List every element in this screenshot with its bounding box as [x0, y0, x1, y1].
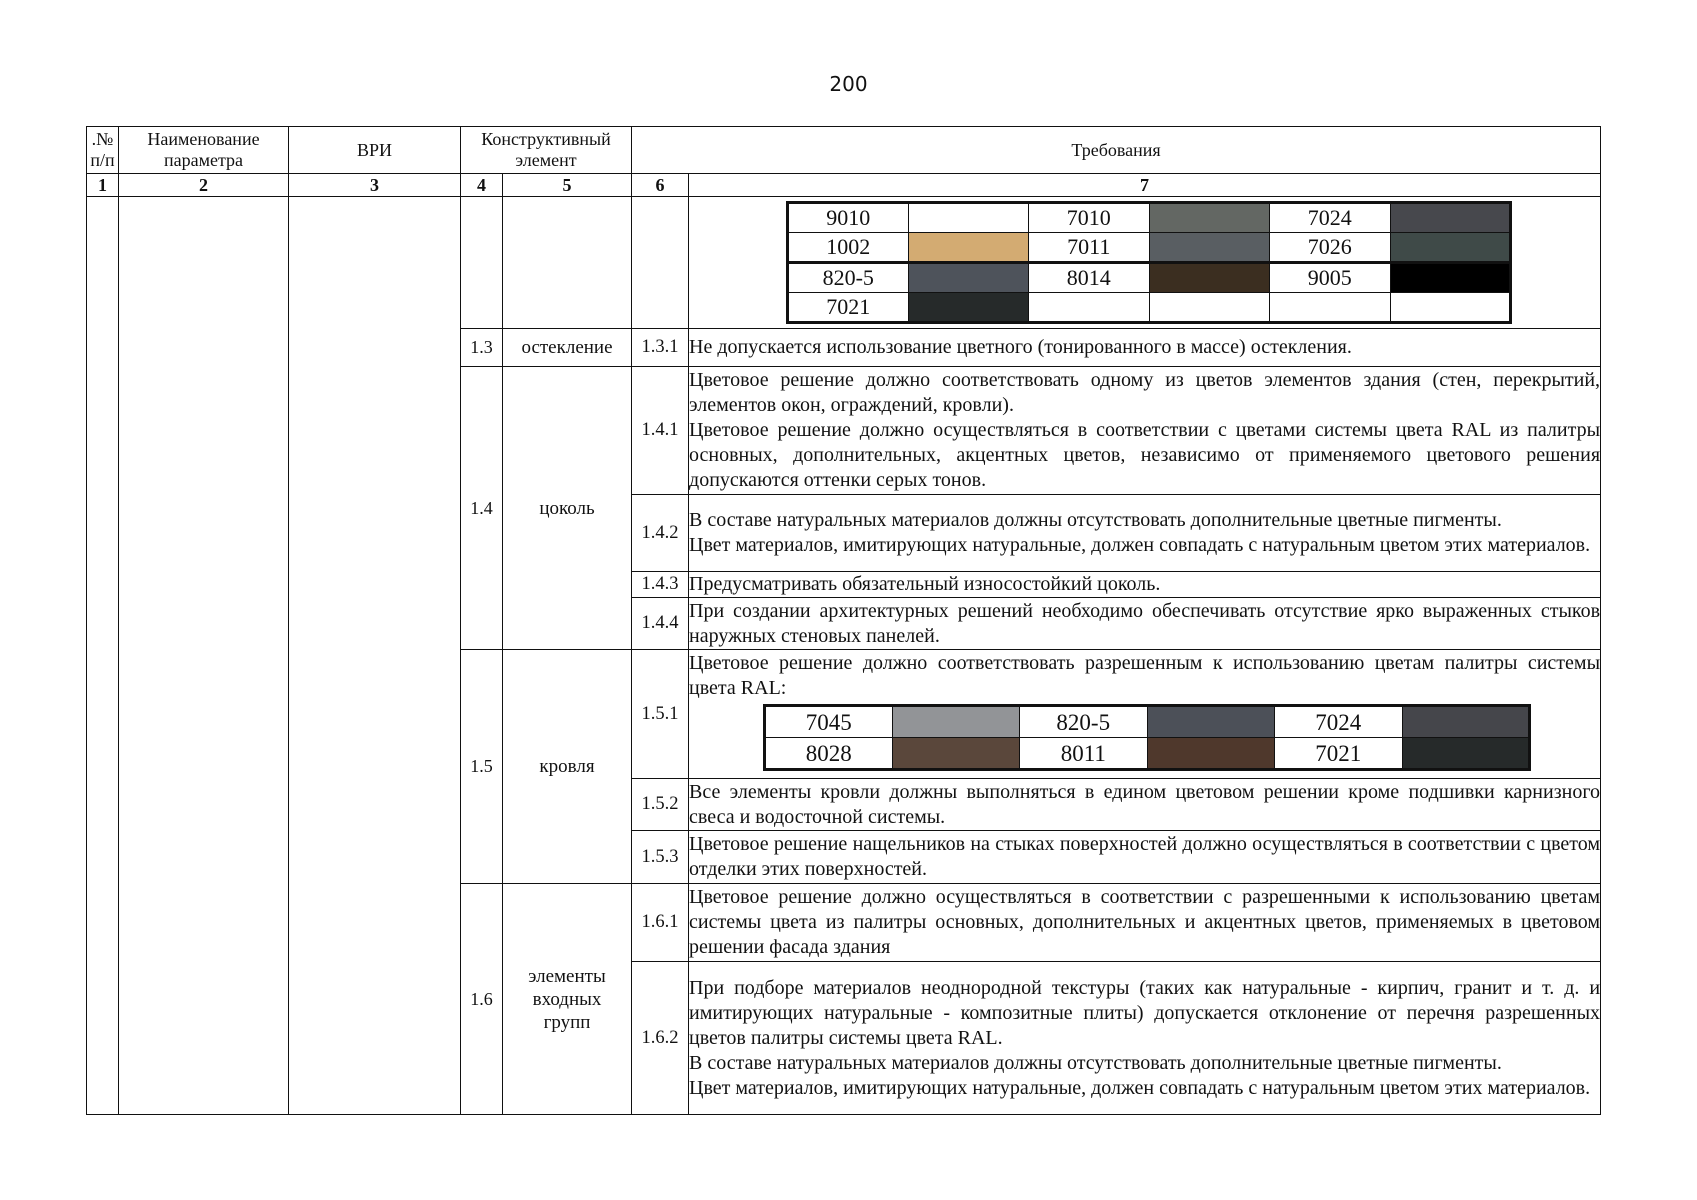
row-1-5-1-text — [689, 650, 1601, 779]
row-1-4-3-number: 1.4.3 — [632, 572, 689, 598]
row-1-6-2-paragraph-3: Цвет материалов, имитирующих натуральные, должен совпадать с натуральным цветом этих материалов. — [689, 1076, 1591, 1099]
cell-empty-1 — [87, 197, 119, 1115]
col-number-5: 5 — [503, 174, 632, 197]
row-1-5-1-paragraph: Цветовое решение должно соответствовать разрешенным к использованию цветам палитры системы цвета RAL: — [689, 652, 1601, 699]
row-1-4-2-paragraph-1: В составе натуральных материалов должны отсутствовать дополнительные цветные пигменты. — [689, 509, 1502, 531]
row-1-4-2-number: 1.4.2 — [632, 495, 689, 572]
row-1-4-4-text: При создании архитектурных решений необходимо обеспечивать отсутствие ярко выраженных стыков наружных стеновых панелей. — [689, 598, 1601, 650]
header-structural-element: Конструктивный элемент — [461, 127, 632, 174]
row-1-5-3-text: Цветовое решение нащельников на стыках поверхностей должно осуществляться в соответствии с цветом отделки этих поверхностей. — [689, 831, 1601, 884]
col-number-1: 1 — [87, 174, 119, 197]
row-1-4-1-number: 1.4.1 — [632, 367, 689, 495]
ral-palette-roof — [763, 704, 1531, 771]
col-number-4: 4 — [461, 174, 503, 197]
ral-code: 7010 — [1029, 203, 1150, 233]
cell-empty-2 — [119, 197, 289, 1115]
row-1-4-2-paragraph-2: Цвет материалов, имитирующих натуральные, должен совпадать с натуральным цветом этих материалов. — [689, 534, 1591, 556]
row-1-4-number: 1.4 — [461, 367, 503, 650]
ral-swatch — [1147, 706, 1275, 738]
row-1-6-2-number: 1.6.2 — [632, 962, 689, 1115]
cell-empty-4 — [461, 197, 503, 329]
ral-swatch — [1149, 203, 1270, 233]
row-1-6-label: элементы входных групп — [503, 884, 632, 1115]
ral-code — [1270, 293, 1391, 323]
row-1-6-number: 1.6 — [461, 884, 503, 1115]
ral-code: 7021 — [788, 293, 909, 323]
page-number: 200 — [829, 72, 868, 96]
ral-code: 7021 — [1275, 738, 1403, 770]
row-1-4-3-text: Предусматривать обязательный износостойкий цоколь. — [689, 572, 1601, 598]
ral-code — [1029, 293, 1150, 323]
ral-swatch — [1402, 738, 1530, 770]
ral-swatch — [1390, 293, 1511, 323]
ral-code: 9010 — [788, 203, 909, 233]
row-1-4-1-paragraph-1: Цветовое решение должно соответствовать одному из цветов элементов здания (стен, перекрытий, элементов окон, ограждений, кровли). — [689, 369, 1601, 416]
row-1-5-1-number: 1.5.1 — [632, 650, 689, 779]
col-number-3: 3 — [289, 174, 461, 197]
ral-code: 7024 — [1270, 203, 1391, 233]
ral-code: 8014 — [1029, 263, 1150, 293]
ral-code: 7026 — [1270, 233, 1391, 263]
row-1-3-1-text: Не допускается использование цветного (тонированного в массе) остекления. — [689, 329, 1601, 367]
ral-swatch — [1390, 203, 1511, 233]
ral-swatch — [908, 233, 1029, 263]
cell-empty-6 — [632, 197, 689, 329]
row-1-5-number: 1.5 — [461, 650, 503, 884]
header-parameter-name: Наименование параметра — [119, 127, 289, 174]
row-1-6-2-text — [689, 962, 1601, 1115]
row-1-3-label: остекление — [503, 329, 632, 367]
row-1-4-1-paragraph-2: Цветовое решение должно осуществляться в соответствии с цветами системы цвета RAL из палитры основных, дополнительных, акцентных цветов, независимо от применяемого цветового решения допускаются оттенки серых тонов. — [689, 419, 1601, 491]
ral-swatch — [908, 293, 1029, 323]
row-1-4-2-text — [689, 495, 1601, 572]
ral-code: 8028 — [765, 738, 893, 770]
ral-palette-facade — [786, 201, 1512, 324]
col-number-7: 7 — [689, 174, 1601, 197]
ral-swatch — [1149, 263, 1270, 293]
ral-code: 820-5 — [1020, 706, 1148, 738]
requirements-table — [86, 126, 1601, 1115]
col-number-6: 6 — [632, 174, 689, 197]
cell-empty-3 — [289, 197, 461, 1115]
ral-swatch — [1149, 233, 1270, 263]
row-1-6-1-number: 1.6.1 — [632, 884, 689, 962]
ral-swatch — [1149, 293, 1270, 323]
ral-swatch — [892, 738, 1020, 770]
row-1-5-3-number: 1.5.3 — [632, 831, 689, 884]
row-1-4-label: цоколь — [503, 367, 632, 650]
header-vri: ВРИ — [289, 127, 461, 174]
row-1-3-number: 1.3 — [461, 329, 503, 367]
ral-swatch — [1147, 738, 1275, 770]
row-1-5-label: кровля — [503, 650, 632, 884]
col-number-2: 2 — [119, 174, 289, 197]
ral-swatch — [908, 263, 1029, 293]
ral-swatch — [1402, 706, 1530, 738]
row-1-5-2-number: 1.5.2 — [632, 779, 689, 831]
ral-code: 7024 — [1275, 706, 1403, 738]
ral-swatch — [1390, 263, 1511, 293]
row-1-4-1-text — [689, 367, 1601, 495]
row-1-5-2-text: Все элементы кровли должны выполняться в едином цветовом решении кроме подшивки карнизного свеса и водосточной системы. — [689, 779, 1601, 831]
ral-code: 9005 — [1270, 263, 1391, 293]
cell-empty-5 — [503, 197, 632, 329]
ral-swatch — [908, 203, 1029, 233]
row-1-6-2-paragraph-2: В составе натуральных материалов должны отсутствовать дополнительные цветные пигменты. — [689, 1051, 1502, 1074]
ral-swatch — [892, 706, 1020, 738]
ral-code: 7045 — [765, 706, 893, 738]
row-1-3-1-number: 1.3.1 — [632, 329, 689, 367]
ral-swatch — [1390, 233, 1511, 263]
row-1-6-2-paragraph-1: При подборе материалов неоднородной текстуры (таких как натуральные - кирпич, гранит и т. д. и имитирующих натуральные - композитные плиты) допускается отклонение от перечня разрешенных цветов палитры системы цвета RAL. — [689, 976, 1601, 1049]
palette-cell — [689, 197, 1601, 329]
ral-code: 1002 — [788, 233, 909, 263]
row-1-6-1-text: Цветовое решение должно осуществляться в соответствии с разрешенными к использованию цветам системы цвета из палитры основных, дополнительных и акцентных цветов, применяемых в цветовом решении фасада здания — [689, 884, 1601, 962]
ral-code: 820-5 — [788, 263, 909, 293]
row-1-4-4-number: 1.4.4 — [632, 598, 689, 650]
header-number: .№ п/п — [87, 127, 119, 174]
ral-code: 8011 — [1020, 738, 1148, 770]
ral-code: 7011 — [1029, 233, 1150, 263]
header-requirements: Требования — [632, 127, 1601, 174]
